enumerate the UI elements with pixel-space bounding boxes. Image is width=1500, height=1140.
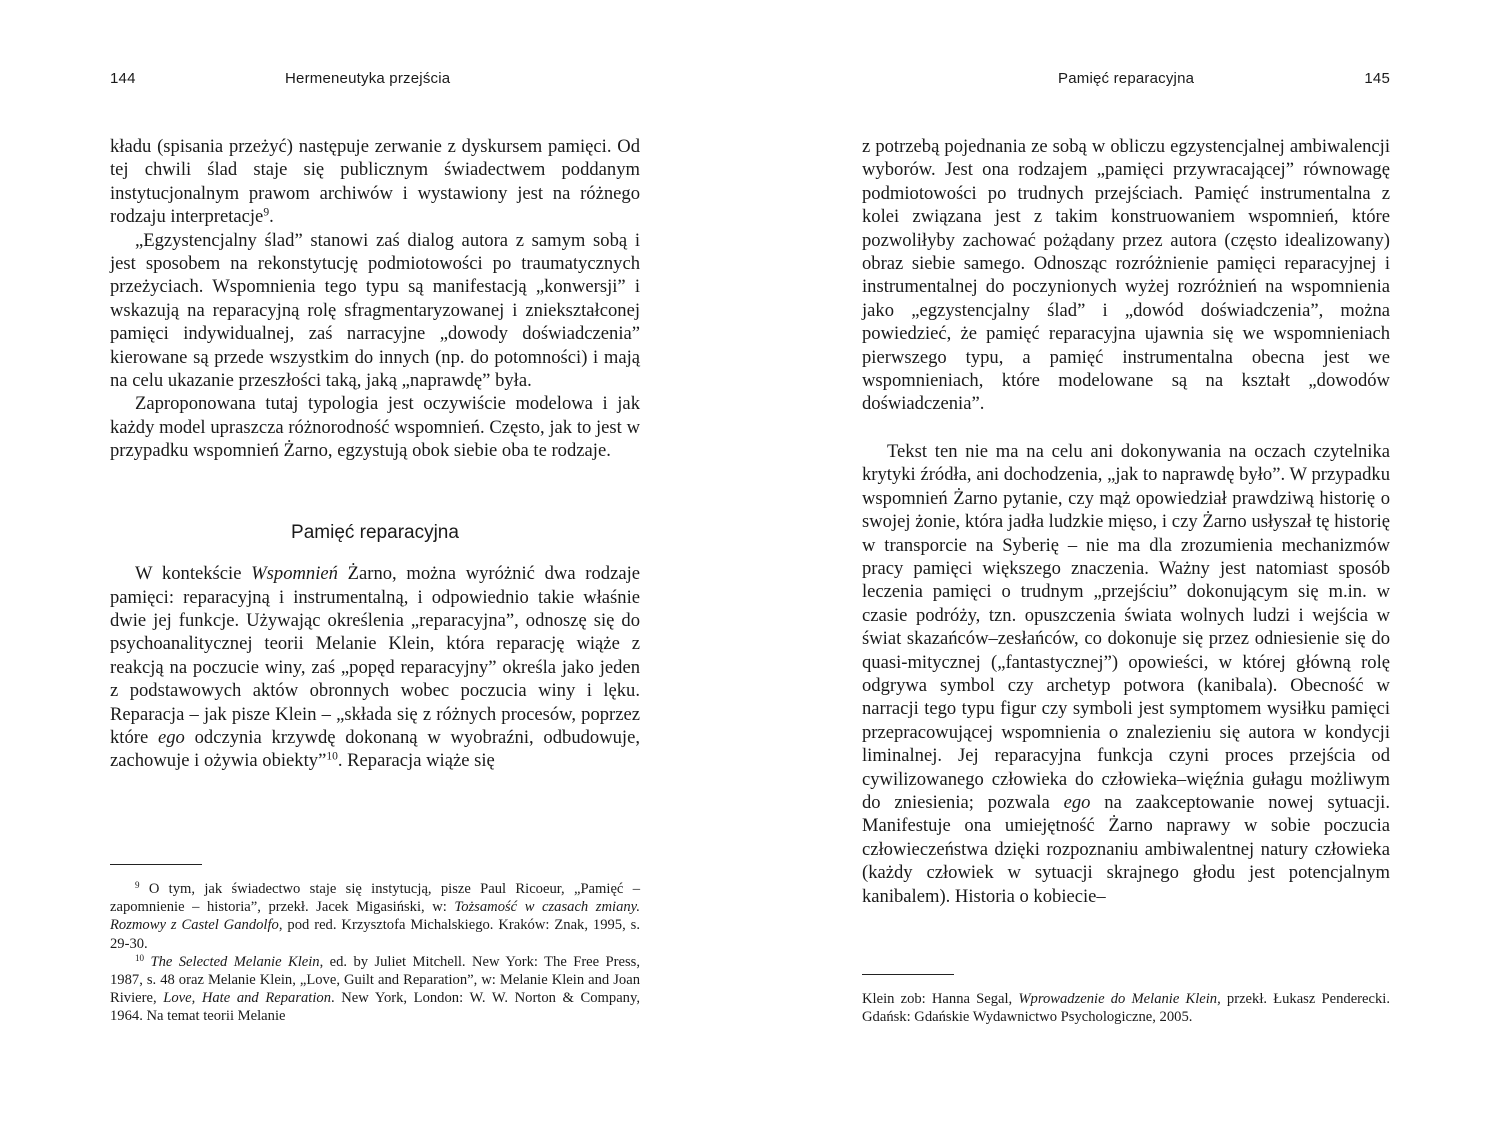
paragraph: kładu (spisania przeżyć) następuje zerwanie z dyskursem pamięci. Od tej chwili ślad staje się publicznym świadectwem poddanym instytucjonalnym prawom archiwów i wystawiony jest na różnego rodzaju interpretacje$^9$. bbox=[110, 136, 640, 228]
footnote-rule bbox=[862, 974, 954, 975]
footnote-rule bbox=[110, 864, 202, 865]
footnote-ref: 9 bbox=[263, 206, 270, 219]
running-head-right bbox=[862, 70, 1390, 96]
right-page bbox=[862, 0, 1390, 1140]
footnote: $^9$ O tym, jak świadectwo staje się instytucją, pisze Paul Ricoeur, „Pamięć – zapomnienie – historia”, przekł. Jacek Migasiński, w: Tożsamość w czasach zmiany. Rozmowy z Castel Gandolfo, pod red. Krzysztofa Michalskiego. Kraków: Znak, 1995, s. 29-30. bbox=[110, 880, 640, 952]
paragraph: Tekst ten nie ma na celu ani dokonywania na oczach czytelnika krytyki źródła, ani dochodzenia, „jak to naprawdę było”. W przypadku wspomnień Żarno pytanie, czy mąż opowiedział prawdziwą historię o swojej żonie, która jadła ludzkie mięso, i czy Żarno usłyszał tę historię w transporcie na Syberię – nie ma dla zrozumienia mechanizmów pracy pamięci większego znaczenia. Ważny jest natomiast sposób leczenia pamięci o trudnym „przejściu” dokonującym się m.in. w czasie podróży, tzn. opuszczenia świata wolnych ludzi i wejścia w świat skazańców–zesłańców, co dokonuje się przez odniesienie się do quasi-mitycznej („fantastycznej”) opowieści, w której główną rolę odgrywa symbol czy archetyp potwora (kanibala). Obecność w narracji tego typu figur czy symboli jest symptomem wysiłku pamięci przepracowującej wspomnienia o znalezieniu się autora w kondycji liminalnej. Jej reparacyjna funkcja czyni proces przejścia od cywilizowanego człowieka do człowieka–więźnia gułagu możliwym do zniesienia; pozwala ego na zaakceptowanie nowej sytuacji. Manifestuje ona umiejętność Żarno naprawy w sobie poczucia człowieczeństwa dzięki rozpoznaniu ambiwalentnej natury człowieka (każdy człowiek w sytuacji skrajnego głodu jest potencjalnym kanibalem). Historia o kobiecie– bbox=[862, 440, 1390, 907]
footnote: Klein zob: Hanna Segal, Wprowadzenie do Melanie Klein, przekł. Łukasz Penderecki. Gdańsk: Gdańskie Wydawnictwo Psychologiczne, 2005. bbox=[862, 991, 1390, 1026]
footnotes-right bbox=[862, 990, 1390, 1026]
left-body-text bbox=[110, 135, 640, 773]
section-heading: Pamięć reparacyjna bbox=[291, 521, 459, 543]
footnote: $^{10}$ The Selected Melanie Klein, ed. by Juliet Mitchell. New York: The Free Press, 1987, s. 48 oraz Melanie Klein, „Love, Guilt and Reparation”, w: Melanie Klein and Joan Riviere, Love, Hate and Reparation. New York, London: W. W. Norton & Company, 1964. Na temat teorii Melanie bbox=[110, 952, 640, 1025]
running-title: Pamięć reparacyjna bbox=[1058, 70, 1195, 87]
left-page bbox=[110, 0, 640, 1140]
page-number: 145 bbox=[1364, 70, 1390, 87]
page-number: 144 bbox=[110, 70, 136, 87]
paragraph: „Egzystencjalny ślad” stanowi zaś dialog autora z samym sobą i jest sposobem na rekonstytucję podmiotowości po traumatycznych przeżyciach. Wspomnienia tego typu są manifestacją „konwersji” i wskazują na reparacyjną rolę sfragmentaryzowanej i zniekształconej pamięci indywidualnej, zaś narracyjne „dowody doświadczenia” kierowane są przede wszystkim do innych (np. do potomności) i mają na celu ukazanie przeszłości taką, jaką „naprawdę” była. bbox=[110, 229, 640, 392]
running-head-left bbox=[110, 70, 640, 96]
paragraph: Zaproponowana tutaj typologia jest oczywiście modelowa i jak każdy model upraszcza różnorodność wspomnień. Często, jak to jest w przypadku wspomnień Żarno, egzystują obok siebie oba te rodzaje. bbox=[110, 393, 640, 462]
right-body-text bbox=[862, 135, 1390, 908]
footnotes-left bbox=[110, 880, 640, 1026]
footnote-ref: 10 bbox=[326, 751, 338, 764]
running-title: Hermeneutyka przejścia bbox=[285, 70, 451, 87]
section-break bbox=[862, 416, 1390, 440]
paragraph: z potrzebą pojednania ze sobą w obliczu egzystencjalnej ambiwalencji wyborów. Jest ona rodzajem „pamięci przywracającej” równowagę podmiotowości po trudnych przejściach. Pamięć instrumentalna z kolei związana jest z takim konstruowaniem wspomnień, które pozwoliłyby zachować pożądany przez autora (często idealizowany) obraz siebie samego. Odnosząc rozróżnienie pamięci reparacyjnej i instrumentalnej do poczynionych wyżej rozróżnień na wspomnienia jako „egzystencjalny ślad” i „dowód doświadczenia”, można powiedzieć, że pamięć reparacyjna ujawnia się we wspomnieniach pierwszego typu, a pamięć instrumentalna obecna jest we wspomnieniach, które modelowane są na kształt „dowodów doświadczenia”. bbox=[862, 136, 1390, 415]
paragraph: W kontekście Wspomnień Żarno, można wyróżnić dwa rodzaje pamięci: reparacyjną i instrumentalną, i odpowiednio takie właśnie dwie jej funkcje. Używając określenia „reparacyjna”, odnoszę się do psychoanalitycznej teorii Melanie Klein, która reparację wiąże z reakcją na poczucie winy, zaś „popęd reparacyjny” określa jako jeden z podstawowych aktów obronnych wobec poczucia winy i lęku. Reparacja – jak pisze Klein – „składa się z różnych procesów, poprzez które ego odczynia krzywdę dokonaną w wyobraźni, odbudowuje, zachowuje i ożywia obiekty”$^{10}$. Reparacja wiąże się bbox=[110, 563, 641, 772]
